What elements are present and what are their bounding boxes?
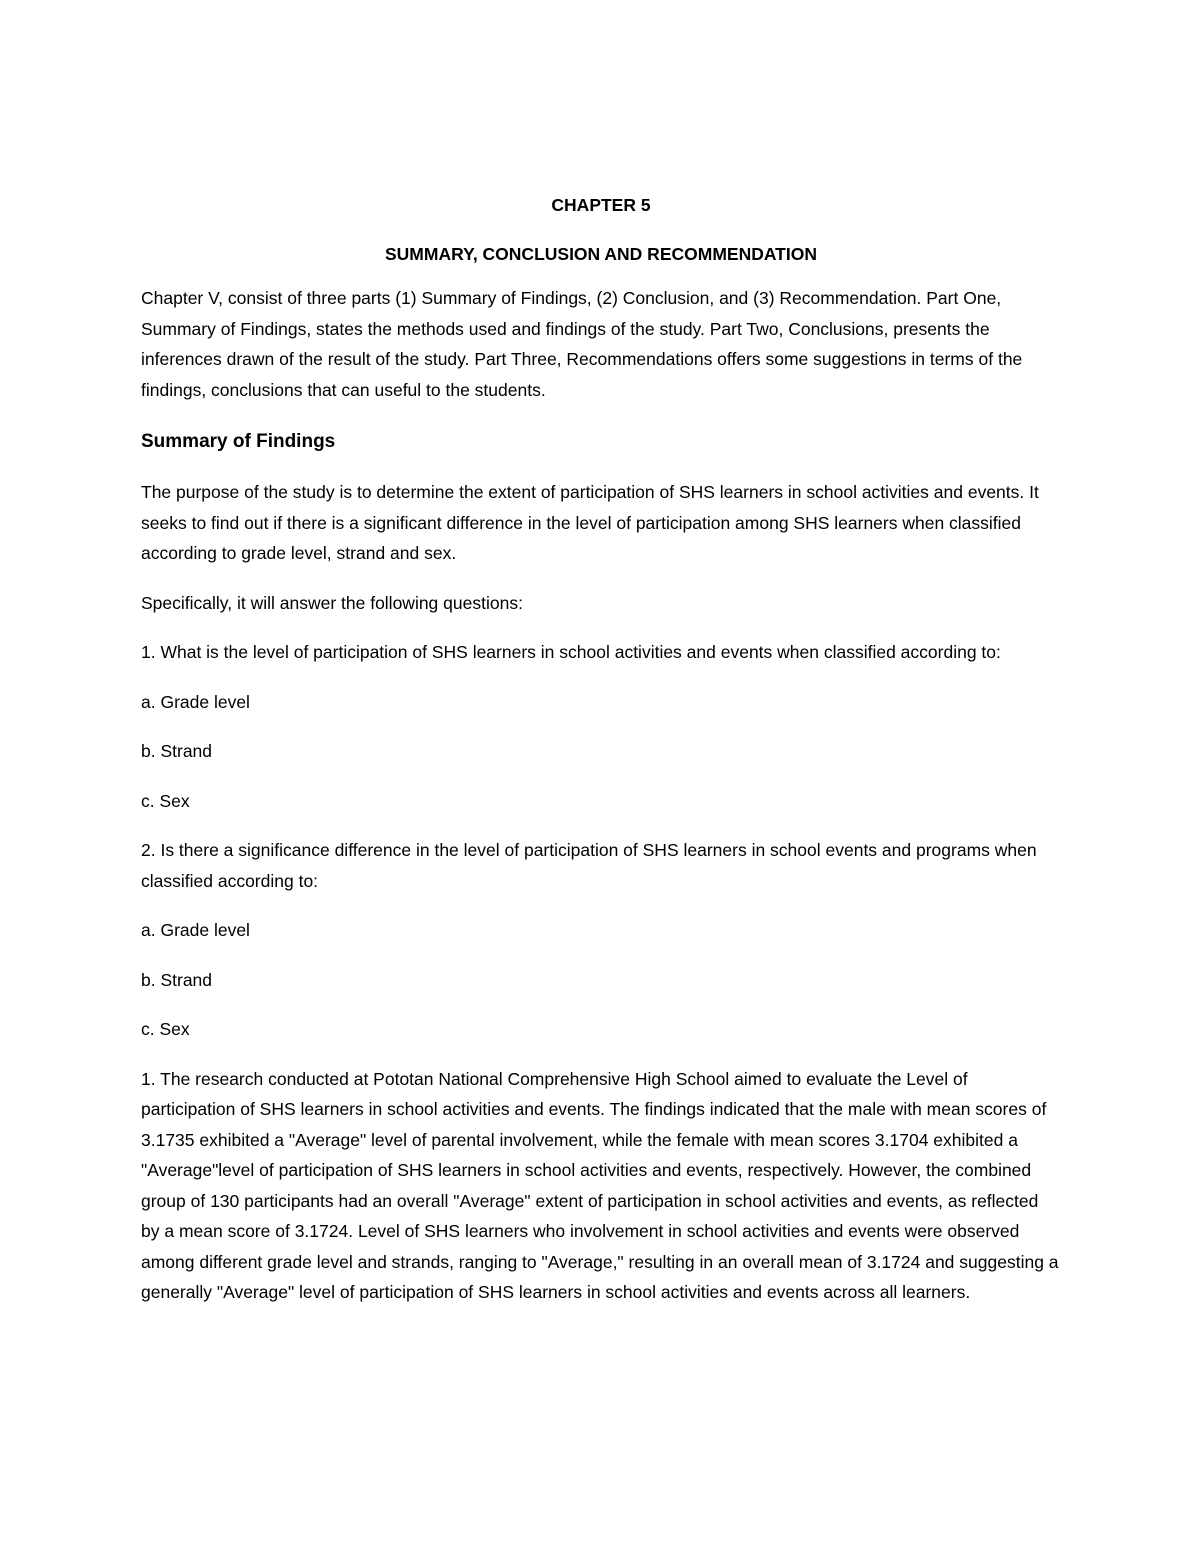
- question-2: 2. Is there a significance difference in the level of participation of SHS learners in school events and programs when classified according to:: [141, 840, 1037, 891]
- finding-1-paragraph: 1. The research conducted at Pototan National Comprehensive High School aimed to evaluate the Level of participation of SHS learners in school activities and events. The findings indicated that the male with mean scores of 3.1735 exhibited a "Average" level of parental involvement, while the female with mean scores 3.1704 exhibited a "Average"level of participation of SHS learners in school activities and events, respectively. However, the combined group of 130 participants had an overall "Average" extent of participation in school activities and events, as reflected by a mean score of 3.1724. Level of SHS learners who involvement in school activities and events were observed among different grade level and strands, ranging to "Average," resulting in an overall mean of 3.1724 and suggesting a generally "Average" level of participation of SHS learners in school activities and events across all learners.: [141, 1068, 1059, 1302]
- chapter-title: CHAPTER 5: [551, 195, 651, 215]
- question-2-option: a. Grade level: [141, 920, 250, 940]
- intro-paragraph: Chapter V, consist of three parts (1) Summary of Findings, (2) Conclusion, and (3) Recommendation. Part One, Summary of Findings, states the methods used and findings of the study. Part Two, Conclusions, presents the inferences drawn of the result of the study. Part Three, Recommendations offers some suggestions in terms of the findings, conclusions that can useful to the students.: [141, 288, 1023, 400]
- document-body: [141, 190, 1061, 1327]
- question-1-option: a. Grade level: [141, 691, 250, 712]
- question-1-option: b. Strand: [141, 741, 213, 761]
- summary-of-findings-heading: Summary of Findings: [141, 431, 336, 452]
- question-1: 1. What is the level of participation of SHS learners in school activities and events when classified according to:: [141, 642, 1001, 662]
- question-2-option: b. Strand: [141, 969, 213, 990]
- question-1-option: c. Sex: [141, 790, 190, 811]
- section-title: SUMMARY, CONCLUSION AND RECOMMENDATION: [385, 244, 817, 264]
- specifically-paragraph: Specifically, it will answer the following questions:: [141, 592, 523, 613]
- purpose-paragraph: The purpose of the study is to determine the extent of participation of SHS learners in school activities and events. It seeks to find out if there is a significant difference in the level of participation among SHS learners when classified according to grade level, strand and sex.: [141, 482, 1039, 563]
- question-2-option: c. Sex: [141, 1019, 190, 1039]
